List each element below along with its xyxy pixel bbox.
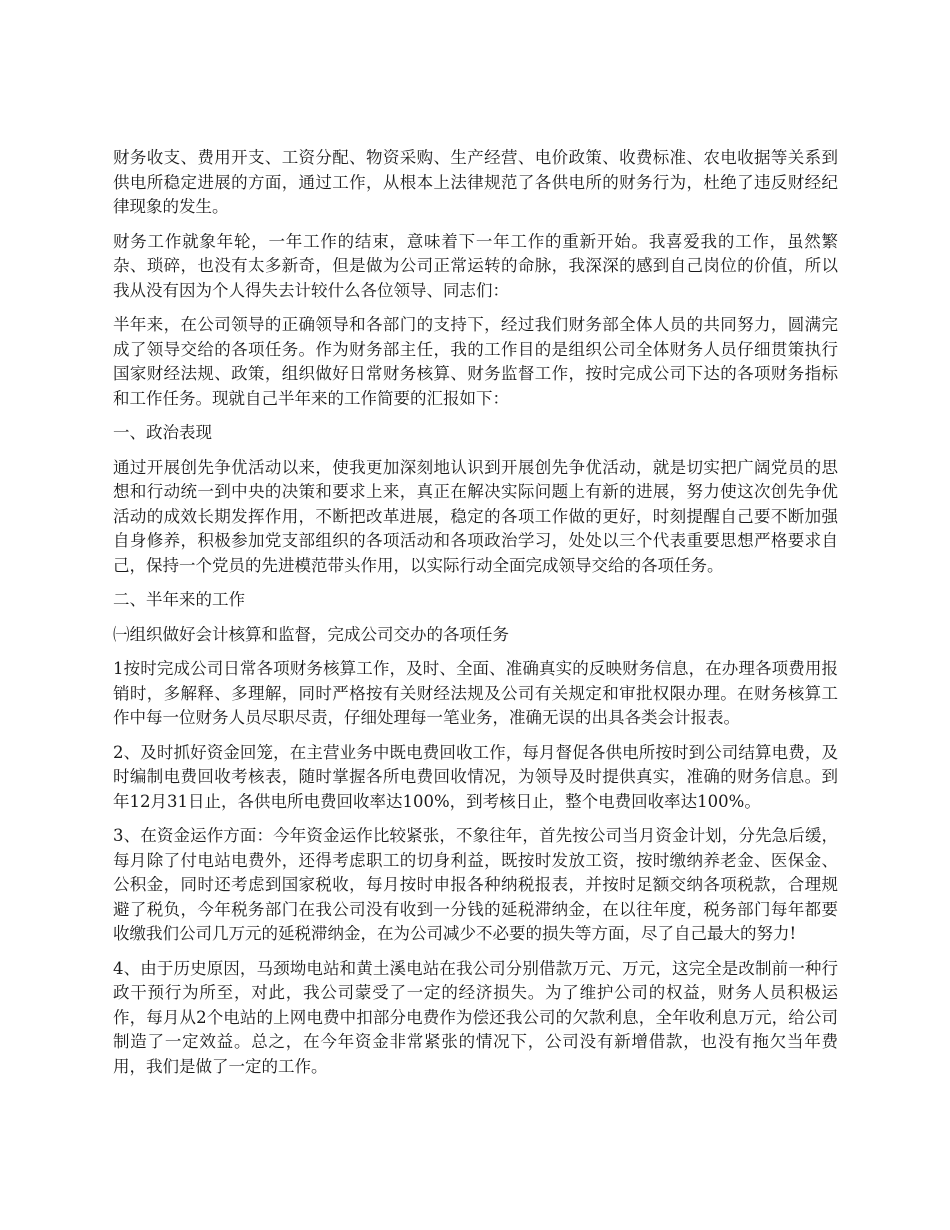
paragraph-item-2: 2、及时抓好资金回笼，在主营业务中既电费回收工作，每月督促各供电所按时到公司结算电费，及时编制电费回收考核表，随时掌握各所电费回收情况，为领导及时提供真实，准确的财务信息。到年12月31日止，各供电所电费回收率达100%，到考核日止，整个电费回收率达100%。	[113, 742, 838, 811]
document-body	[113, 146, 838, 1089]
section-heading-work: 二、半年来的工作	[113, 590, 245, 609]
paragraph-half-year-summary: 半年来，在公司领导的正确领导和各部门的支持下，经过我们财务部全体人员的共同努力，圆满完成了领导交给的各项任务。作为财务部主任，我的工作目的是组织公司全体财务人员仔细贯策执行国家财经法规、政策，组织做好日常财务核算、财务监督工作，按时完成公司下达的各项财务指标和工作任务。现就自己半年来的工作简要的汇报如下：	[113, 315, 838, 408]
paragraph-finance-scope: 财务收支、费用开支、工资分配、物资采购、生产经营、电价政策、收费标准、农电收据等关系到供电所稳定进展的方面，通过工作，从根本上法律规范了各供电所的财务行为，杜绝了违反财经纪律现象的发生。	[113, 148, 838, 216]
paragraph-work-reflection: 财务工作就象年轮，一年工作的结束，意味着下一年工作的重新开始。我喜爱我的工作，虽然繁杂、琐碎，也没有太多新奇，但是做为公司正常运转的命脉，我深深的感到自己岗位的价值，所以我从没有因为个人得失去计较什么各位领导、同志们：	[113, 231, 838, 300]
subsection-heading-accounting: ㈠组织做好会计核算和监督，完成公司交办的各项任务	[113, 624, 509, 644]
paragraph-item-1: 1按时完成公司日常各项财务核算工作，及时、全面、准确真实的反映财务信息，在办理各项费用报销时，多解释、多理解，同时严格按有关财经法规及公司有关规定和审批权限办理。在财务核算工作中每一位财务人员尽职尽责，仔细处理每一笔业务，准确无误的出具各类会计报表。	[113, 659, 838, 727]
paragraph-item-3: 3、在资金运作方面：今年资金运作比较紧张，不象往年，首先按公司当月资金计划，分先急后缓，每月除了付电站电费外，还得考虑职工的切身利益，既按时发放工资，按时缴纳养老金、医保金、公积金，同时还考虑到国家税收，每月按时申报各种纳税报表，并按时足额交纳各项税款，合理规避了税负，今年税务部门在我公司没有收到一分钱的延税滞纳金，在以往年度，税务部门每年都要收缴我们公司几万元的延税滞纳金，在为公司减少不必要的损失等方面，尽了自己最大的努力!	[113, 826, 838, 943]
paragraph-political-performance: 通过开展创先争优活动以来，使我更加深刻地认识到开展创先争优活动，就是切实把广阔党员的思想和行动统一到中央的决策和要求上来，真正在解决实际问题上有新的进展，努力使这次创先争优活动的成效长期发挥作用，不断把改革进展，稳定的各项工作做的更好，时刻提醒自己要不断加强自身修养，积极参加党支部组织的各项活动和各项政治学习，处处以三个代表重要思想严格要求自己，保持一个党员的先进模范带头作用，以实际行动全面完成领导交给的各项任务。	[113, 457, 838, 575]
paragraph-item-4: 4、由于历史原因，马颈坳电站和黄土溪电站在我公司分别借款万元、万元，这完全是改制前一种行政干预行为所至，对此，我公司蒙受了一定的经济损失。为了维护公司的权益，财务人员积极运作，每月从2个电站的上网电费中扣部分电费作为偿还我公司的欠款利息，全年收利息万元，给公司制造了一定效益。总之，在今年资金非常紧张的情况下，公司没有新增借款，也没有拖欠当年费用，我们是做了一定的工作。	[113, 958, 838, 1076]
section-heading-political: 一、政治表现	[113, 423, 212, 442]
